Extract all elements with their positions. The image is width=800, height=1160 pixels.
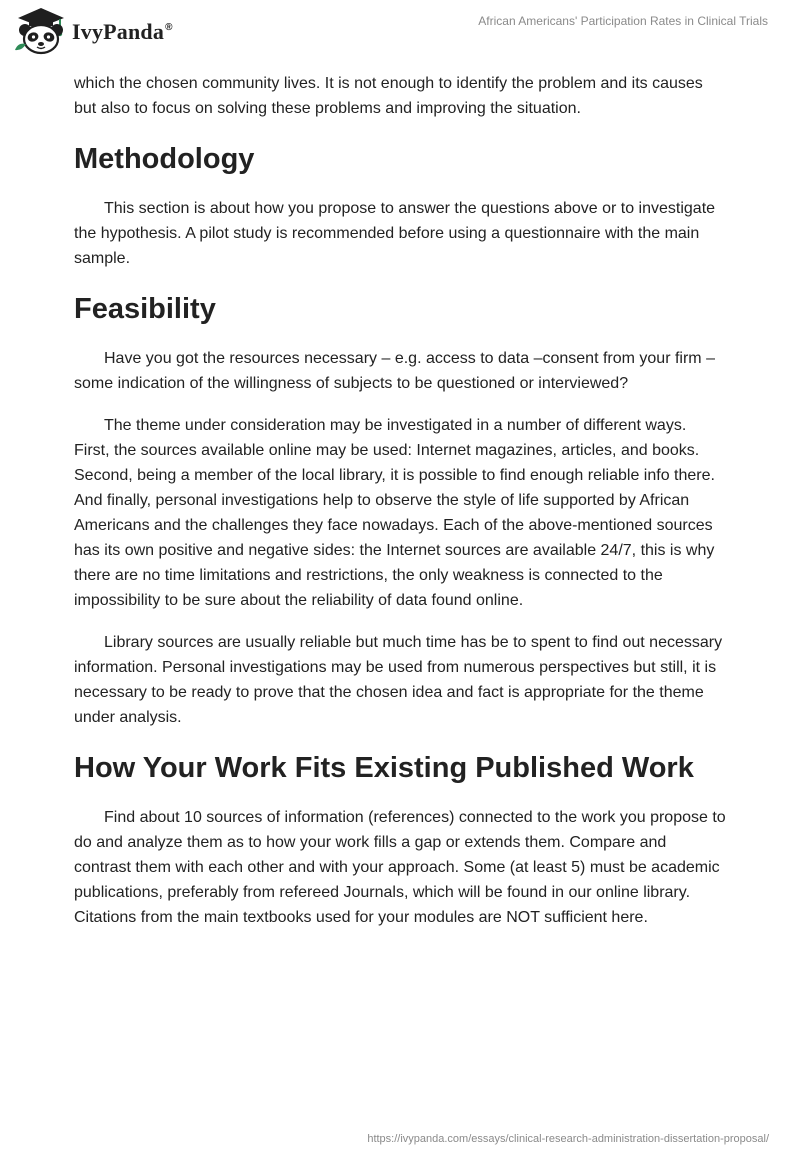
heading-published-work: How Your Work Fits Existing Published Work xyxy=(74,752,694,784)
article-body xyxy=(74,71,726,947)
heading-methodology: Methodology xyxy=(74,143,255,175)
logo-text: IvyPanda® xyxy=(72,19,173,44)
feasibility-paragraph-2: The theme under consideration may be investigated in a number of different ways. First, the sources available online may be used: Internet magazines, articles, and books. Second, being a member of the local library, it is possible to find enough reliable info there. And finally, personal investigations help to observe the style of life supported by African Americans and the challenges they face nowadays. Each of the above-mentioned sources has its own positive and negative sides: the Internet sources are available 24/7, this is why there are no time limitations and restrictions, the only weakness is connected to the impossibility to be sure about the reliability of data found online. xyxy=(74,417,715,609)
footer-url[interactable]: https://ivypanda.com/essays/clinical-research-administration-dissertation-proposal/ xyxy=(367,1133,769,1145)
page-header xyxy=(0,0,800,60)
feasibility-paragraph-3: Library sources are usually reliable but much time has be to spent to find out necessary information. Personal investigations may be used from numerous perspectives but still, it is necessary to be ready to prove that the chosen idea and fact is appropriate for the theme under analysis. xyxy=(74,634,723,726)
feasibility-paragraph-1: Have you got the resources necessary – e.g. access to data –consent from your firm – some indication of the willingness of subjects to be questioned or interviewed? xyxy=(74,350,715,392)
intro-paragraph: which the chosen community lives. It is not enough to identify the problem and its causes but also to focus on solving these problems and improving the situation. xyxy=(74,75,703,117)
ivypanda-logo[interactable] xyxy=(12,6,173,56)
methodology-paragraph: This section is about how you propose to answer the questions above or to investigate the hypothesis. A pilot study is recommended before using a questionnaire with the main sample. xyxy=(74,200,716,267)
panda-graduate-icon xyxy=(12,6,70,56)
registered-mark: ® xyxy=(165,22,173,33)
document-title: African Americans' Participation Rates in Clinical Trials xyxy=(478,14,768,28)
published-work-paragraph: Find about 10 sources of information (references) connected to the work you propose to do and analyze them as to how your work fills a gap or extends them. Compare and contrast them with each other and with your approach. Some (at least 5) must be academic publications, preferably from refereed Journals, which will be found in our online library. Citations from the main textbooks used for your modules are NOT sufficient here. xyxy=(74,809,726,926)
heading-feasibility: Feasibility xyxy=(74,293,216,325)
